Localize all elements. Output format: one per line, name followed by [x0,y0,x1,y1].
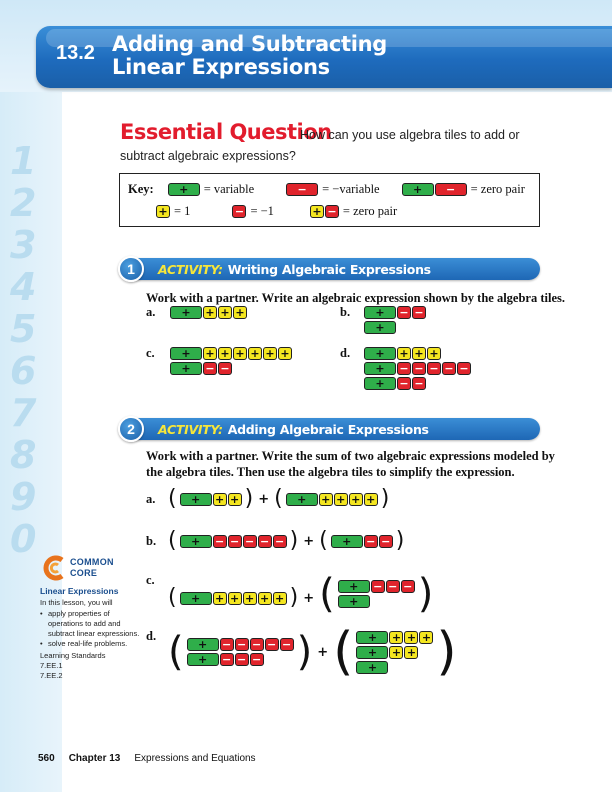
tile-row [364,306,426,319]
variable-zero-pair [402,183,467,196]
activity1-keyword: ACTIVITY: [158,262,223,277]
yellow-unit-tile: + [203,306,217,319]
key-unit-zero-pair-text: = zero pair [342,204,398,218]
essential-question-text: How can you use algebra tiles to add or subtract algebraic expressions? [120,128,520,163]
red-unit-tile: − [412,362,426,375]
tile-group [364,347,471,390]
tile-row [286,493,378,506]
right-paren: ) [380,486,390,511]
plus-operator: + [303,590,315,606]
left-paren: ( [168,528,177,553]
red-unit-tile: − [379,535,393,548]
footer-chapter-title: Expressions and Equations [134,753,256,764]
yellow-unit-tile: + [213,493,227,506]
red-unit-tile: − [427,362,441,375]
activity2-instructions [146,448,555,480]
tile-row [170,362,292,375]
activity2-item-a [146,488,389,510]
yellow-unit-tile: + [233,347,247,360]
yellow-unit-tile: + [349,493,363,506]
yellow-unit-tile: + [263,347,277,360]
tile-row [364,362,471,375]
margin-number: 0 [10,517,37,561]
tile-group [170,347,292,375]
red-unit-tile: − [258,535,272,548]
lesson-title-line2: Linear Expressions [112,55,330,79]
plus-operator: + [258,491,270,507]
tile-row [364,321,426,334]
green-variable-tile: + [338,595,370,608]
activity2-title [158,422,429,437]
key-label: Key: [128,182,154,196]
activity2-instructions-line2: the algebra tiles. Then use the algebra tiles to simplify the expression. [146,465,515,479]
red-unit-tile: − [243,535,257,548]
tile-group [356,631,433,674]
left-paren: ( [274,486,283,511]
green-variable-tile: + [402,183,434,196]
tile-row [338,595,415,608]
item-label: c. [146,346,155,360]
activity2-item-d [146,622,457,682]
tile-row [180,592,287,605]
key-variable-text: = variable [203,182,255,196]
red-unit-tile: − [401,580,415,593]
lesson-title [112,33,387,79]
key-neg-one-text: = −1 [250,204,274,218]
common-core-title [70,557,114,579]
standards-label: Learning Standards [40,651,106,660]
margin-number: 6 [10,349,37,393]
common-core-title-line1: COMMON [70,557,114,567]
green-variable-tile: + [364,306,396,319]
yellow-unit-tile: + [213,592,227,605]
yellow-unit-tile: + [248,347,262,360]
tile-row [170,306,247,319]
page-number: 560 [38,753,55,764]
green-variable-tile: + [331,535,363,548]
key-zero-pair-text: = zero pair [470,182,525,196]
common-core-bullets [40,609,140,649]
right-paren: ) [417,571,434,617]
item-label: a. [146,305,156,319]
red-unit-tile: − [412,377,426,390]
activity2-number: 2 [118,416,144,442]
yellow-unit-tile: + [419,631,433,644]
common-core-subtitle: Linear Expressions [40,586,119,596]
left-paren: ( [168,585,177,610]
item-label: d. [146,629,157,643]
tile-row [187,638,294,651]
red-variable-tile: − [435,183,467,196]
margin-number: 2 [10,181,37,225]
lesson-title-line1: Adding and Subtracting [112,32,388,56]
key-neg-variable-text: = −variable [322,182,380,196]
red-unit-tile: − [280,638,294,651]
yellow-unit-tile: + [412,347,426,360]
yellow-unit-tile: + [310,205,324,218]
yellow-unit-tile: + [427,347,441,360]
green-variable-tile: + [170,362,202,375]
common-core-bullet: • apply properties of operations to add and subtract linear expressions. [40,609,140,639]
tile-row [338,580,415,593]
yellow-unit-tile: + [218,306,232,319]
green-variable-tile: + [180,493,212,506]
red-variable-tile: − [286,183,318,196]
margin-number: 3 [10,223,37,267]
red-unit-tile: − [203,362,217,375]
red-unit-tile: − [371,580,385,593]
tile-row [180,493,242,506]
red-unit-tile: − [250,638,264,651]
left-paren: ( [168,629,184,675]
green-variable-tile: + [180,535,212,548]
red-unit-tile: − [397,362,411,375]
common-core-body [40,598,140,681]
standard-item: 7.EE.2 [40,671,63,680]
red-unit-tile: − [213,535,227,548]
margin-number: 8 [10,433,37,477]
right-paren: ) [395,528,405,553]
item-label: d. [340,346,351,360]
common-core-intro: In this lesson, you will [40,598,113,607]
red-unit-tile: − [457,362,471,375]
unit-zero-pair [310,205,339,218]
green-variable-tile: + [180,592,212,605]
key-row-units [156,204,397,219]
left-paren: ( [319,528,328,553]
yellow-unit-tile: + [228,493,242,506]
tile-row [364,377,471,390]
activity2-keyword: ACTIVITY: [158,422,223,437]
yellow-unit-tile: + [389,631,403,644]
red-unit-tile: − [364,535,378,548]
item-label: c. [146,573,155,587]
yellow-unit-tile: + [228,592,242,605]
activity1-item-c [146,347,292,375]
green-variable-tile: + [356,646,388,659]
yellow-unit-tile: + [404,631,418,644]
green-variable-tile: + [364,321,396,334]
green-variable-tile: + [286,493,318,506]
key-row-variables [128,182,525,197]
margin-number: 1 [10,139,37,183]
right-paren: ) [244,486,254,511]
activity2-title-text: Adding Algebraic Expressions [227,422,429,437]
red-unit-tile: − [386,580,400,593]
tile-row [356,646,433,659]
activity2-item-b [146,530,404,552]
yellow-unit-tile: + [364,493,378,506]
item-label: b. [146,533,157,548]
right-paren: ) [436,622,457,682]
right-paren: ) [289,528,299,553]
activity2-instructions-line1: Work with a partner. Write the sum of two algebraic expressions modeled by [146,449,555,463]
tile-row [170,347,292,360]
activity1-number: 1 [118,256,144,282]
margin-number: 9 [10,475,37,519]
yellow-unit-tile: + [218,347,232,360]
yellow-unit-tile: + [389,646,403,659]
tile-row [364,347,471,360]
item-label: a. [146,491,156,506]
yellow-unit-tile: + [156,205,170,218]
margin-decorative-numbers [10,140,54,560]
left-paren: ( [168,486,177,511]
green-variable-tile: + [168,183,200,196]
yellow-unit-tile: + [404,646,418,659]
red-unit-tile: − [235,638,249,651]
tile-group [187,638,294,666]
yellow-unit-tile: + [258,592,272,605]
tile-group [364,306,426,334]
item-label: b. [340,305,351,319]
footer-chapter: Chapter 13 [68,753,121,764]
green-variable-tile: + [356,631,388,644]
activity1-item-a [146,306,247,319]
key-one-text: = 1 [174,204,191,218]
red-unit-tile: − [250,653,264,666]
yellow-unit-tile: + [273,592,287,605]
yellow-unit-tile: + [233,306,247,319]
red-unit-tile: − [265,638,279,651]
lesson-number: 13.2 [56,42,95,64]
red-unit-tile: − [397,306,411,319]
activity1-title [158,262,431,277]
margin-number: 5 [10,307,37,351]
tile-group [338,580,415,608]
tile-row [187,653,294,666]
left-paren: ( [333,622,354,682]
common-core-logo-icon [42,555,66,581]
red-unit-tile: − [232,205,246,218]
red-unit-tile: − [228,535,242,548]
margin-number: 4 [10,265,37,309]
left-paren: ( [319,571,335,617]
page-footer [38,753,256,764]
tile-row [331,535,393,548]
activity1-item-b [340,306,426,334]
red-unit-tile: − [397,377,411,390]
red-unit-tile: − [325,205,339,218]
right-paren: ) [289,585,299,610]
yellow-unit-tile: + [319,493,333,506]
right-paren: ) [296,629,313,675]
red-unit-tile: − [220,638,234,651]
yellow-unit-tile: + [278,347,292,360]
red-unit-tile: − [220,653,234,666]
green-variable-tile: + [356,661,388,674]
tile-key-box [119,173,540,227]
red-unit-tile: − [218,362,232,375]
green-variable-tile: + [187,653,219,666]
common-core-title-line2: CORE [70,568,98,578]
tile-row [180,535,287,548]
activity1-title-text: Writing Algebraic Expressions [227,262,431,277]
red-unit-tile: − [273,535,287,548]
green-variable-tile: + [170,347,202,360]
activity2-item-c [146,571,434,617]
green-variable-tile: + [364,377,396,390]
activity1-item-d [340,347,471,390]
tile-row [356,661,433,674]
activity1-instructions: Work with a partner. Write an algebraic expression shown by the algebra tiles. [146,291,565,305]
standard-item: 7.EE.1 [40,661,63,670]
plus-operator: + [303,533,315,549]
green-variable-tile: + [338,580,370,593]
tile-row [356,631,433,644]
red-unit-tile: − [442,362,456,375]
margin-number: 7 [10,391,37,435]
red-unit-tile: − [412,306,426,319]
yellow-unit-tile: + [203,347,217,360]
plus-operator: + [317,644,329,660]
essential-question-heading: Essential Question [120,120,332,144]
green-variable-tile: + [364,362,396,375]
green-variable-tile: + [187,638,219,651]
red-unit-tile: − [235,653,249,666]
yellow-unit-tile: + [243,592,257,605]
green-variable-tile: + [170,306,202,319]
common-core-bullet: • solve real-life problems. [40,639,140,649]
yellow-unit-tile: + [397,347,411,360]
yellow-unit-tile: + [334,493,348,506]
green-variable-tile: + [364,347,396,360]
